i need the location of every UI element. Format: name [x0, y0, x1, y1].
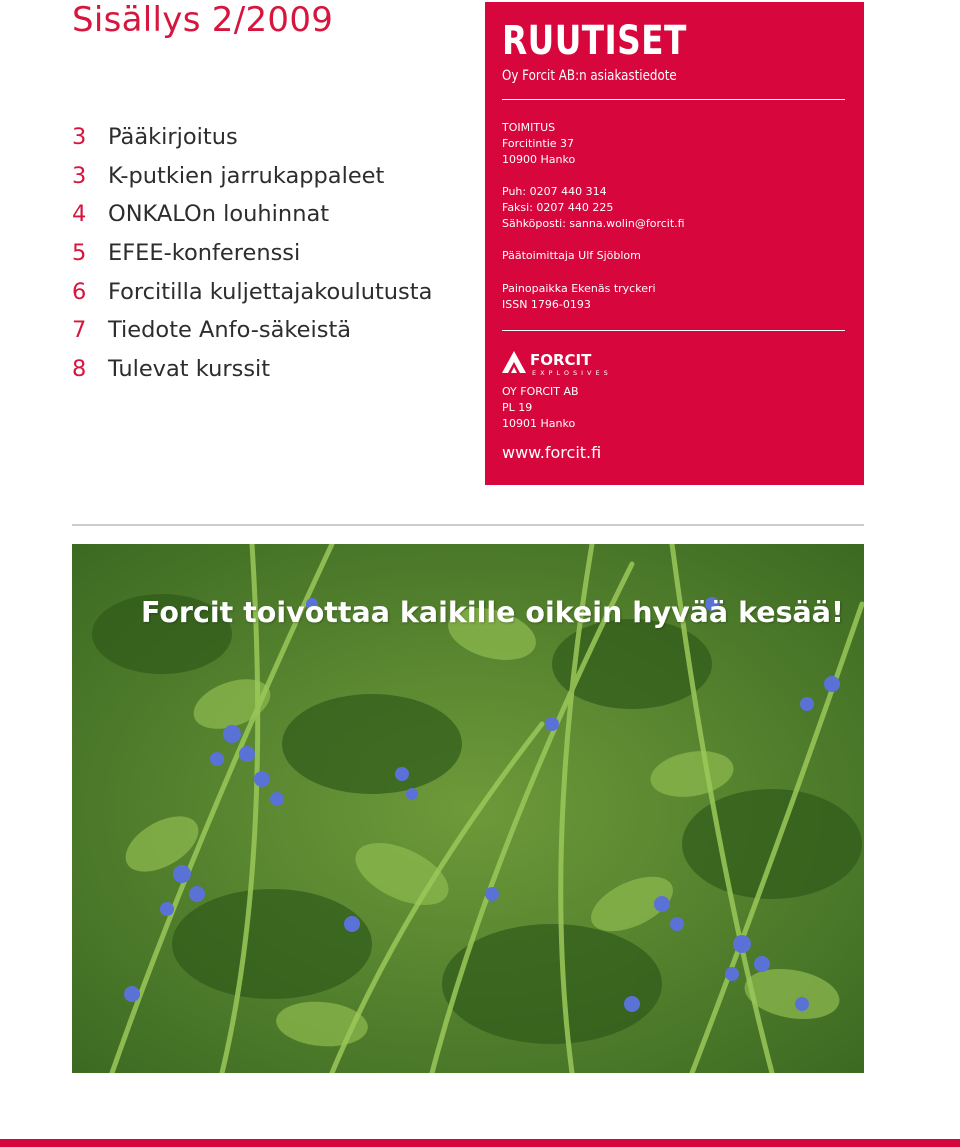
phone-block	[502, 184, 685, 232]
flower-meadow-photo	[72, 544, 864, 1073]
logo-subtitle: EXPLOSIVES	[532, 369, 612, 377]
company-address	[502, 384, 579, 432]
company-postal: 10901 Hanko	[502, 417, 576, 430]
contact-block	[502, 120, 575, 168]
toc-page-number: 7	[72, 317, 87, 344]
phone-number: Puh: 0207 440 314	[502, 185, 607, 198]
toc-page-number: 8	[72, 356, 87, 383]
toc-item[interactable]	[72, 279, 432, 318]
logo-wordmark: FORCIT	[530, 351, 592, 369]
printer-line: Painopaikka Ekenäs tryckeri	[502, 282, 656, 295]
toc-page-number: 3	[72, 124, 87, 150]
toc-item-title: Forcitilla kuljettajakoulutusta	[108, 278, 433, 305]
company-name: OY FORCIT AB	[502, 385, 579, 398]
toc-page-number: 4	[72, 201, 87, 228]
street-address: Forcitintie 37	[502, 137, 575, 150]
toc-item[interactable]	[72, 124, 432, 163]
website-link[interactable]: www.forcit.fi	[502, 443, 602, 462]
toc-item[interactable]	[72, 240, 432, 279]
toc-page-number: 6	[72, 278, 87, 305]
footer-bar	[0, 1139, 960, 1147]
toc-item[interactable]	[72, 201, 432, 240]
editor-line: Päätoimittaja Ulf Sjöblom	[502, 249, 641, 262]
toc-item-title: K-putkien jarrukappaleet	[108, 162, 385, 189]
photo-caption: Forcit toivottaa kaikille oikein hyvää kesää!	[141, 596, 845, 629]
po-box: PL 19	[502, 401, 533, 414]
toc-page-number: 3	[72, 162, 87, 189]
issn-line: ISSN 1796-0193	[502, 298, 591, 311]
divider	[502, 99, 845, 100]
section-divider	[72, 524, 864, 526]
print-block	[502, 281, 656, 313]
toc-item-title: EFEE-konferenssi	[108, 240, 301, 267]
divider	[502, 330, 845, 331]
masthead-title: RUUTISET	[502, 18, 687, 64]
table-of-contents	[72, 124, 432, 395]
toc-item-title: Tiedote Anfo-säkeistä	[108, 317, 352, 344]
toimitus-label: TOIMITUS	[502, 121, 556, 134]
toc-item-title: ONKALOn louhinnat	[108, 201, 330, 228]
toc-item-title: Tulevat kurssit	[108, 356, 271, 383]
postal-address: 10900 Hanko	[502, 153, 576, 166]
fax-number: Faksi: 0207 440 225	[502, 201, 614, 214]
toc-item[interactable]	[72, 356, 432, 395]
masthead-panel	[485, 2, 864, 485]
toc-item[interactable]	[72, 163, 432, 202]
page-title: Sisällys 2/2009	[72, 0, 334, 40]
email-address[interactable]: Sähköposti: sanna.wolin@forcit.fi	[502, 217, 685, 230]
toc-item[interactable]	[72, 317, 432, 356]
toc-page-number: 5	[72, 240, 87, 267]
toc-item-title: Pääkirjoitus	[108, 124, 238, 150]
masthead-subtitle: Oy Forcit AB:n asiakastiedote	[502, 68, 677, 84]
forcit-logo	[502, 349, 612, 377]
